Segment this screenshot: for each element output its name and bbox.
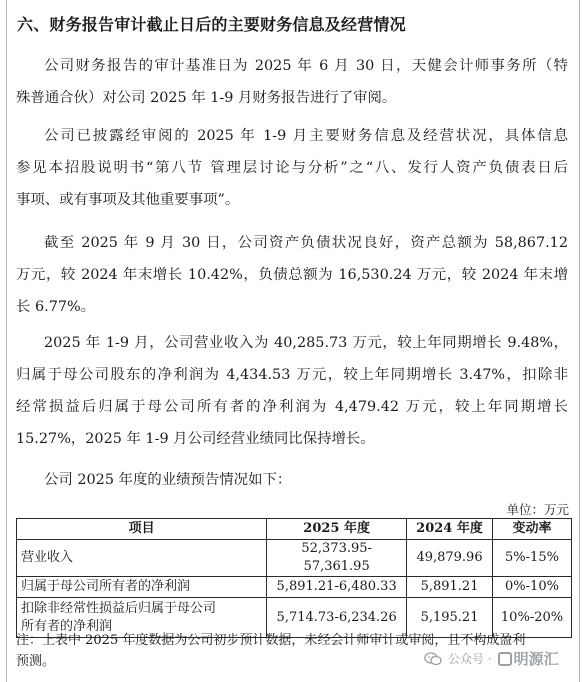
table-row (17, 577, 572, 598)
paragraph-line: 事项、或有事项及其他重要事项”。 (16, 192, 240, 208)
watermark-source: 公众号 · (448, 652, 492, 666)
table-unit-label: 单位：万元 (506, 502, 569, 517)
section-heading: 六、财务报告审计截止日后的主要财务信息及经营情况 (17, 15, 406, 34)
paragraph-line: 参见本招股说明书“第八节 管理层讨论与分析”之“八、发行人资产负债表日后 (16, 160, 568, 176)
paragraph-line: 截至 2025 年 9 月 30 日，公司资产负债状况良好，资产总额为 58,867.12 (44, 235, 568, 251)
paragraph-line: 15.27%，2025 年 1-9 月公司经营业绩同比保持增长。 (16, 431, 375, 447)
value-change: 10%-20% (493, 598, 572, 638)
watermark (424, 648, 559, 669)
paragraph-line: 公司 2025 年度的业绩预告情况如下： (44, 472, 292, 488)
column-header-change: 变动率 (493, 519, 572, 540)
paragraph-audit-date (16, 50, 568, 114)
row-label-line: 所有者的净利润 (21, 618, 113, 634)
value-change: 0%-10% (493, 577, 572, 598)
forecast-table (16, 518, 572, 638)
column-header-item: 项目 (17, 519, 267, 540)
value-change: 5%-15% (493, 540, 572, 577)
table-header-row (17, 519, 572, 540)
table-row (17, 540, 572, 577)
footnote-line: 预测。 (16, 654, 56, 669)
row-label-line: 扣除非经常性损益后归属于母公司 (21, 600, 217, 616)
paragraph-line: 殊普通合伙）对公司 2025 年 1-9 月财务报告进行了审阅。 (16, 90, 397, 106)
watermark-brand (498, 648, 559, 669)
value-2024: 49,879.96 (407, 540, 493, 577)
paragraph-line: 公司已披露经审阅的 2025 年 1-9 月主要财务信息及经营状况，具体信息 (44, 128, 568, 144)
brand-logo-icon (498, 652, 512, 666)
column-header-2025: 2025 年度 (267, 519, 407, 540)
value-2025: 5,891.21-6,480.33 (267, 577, 407, 598)
row-label: 归属于母公司所有者的净利润 (17, 577, 267, 598)
paragraph-disclosure (16, 120, 568, 216)
value-2025: 5,714.73-6,234.26 (267, 598, 407, 638)
paragraph-line: 经常损益后归属于母公司所有者的净利润为 4,479.42 万元，较上年同期增长 (16, 399, 568, 415)
paragraph-line: 长 6.77%。 (16, 299, 96, 315)
paragraph-line: 归属于母公司股东的净利润为 4,434.53 万元，较上年同期增长 3.47%，扣除非 (16, 367, 568, 383)
value-2024: 5,891.21 (407, 577, 493, 598)
paragraph-line: 公司财务报告的审计基准日为 2025 年 6 月 30 日，天健会计师事务所（特 (44, 58, 568, 74)
paragraph-operating-results (16, 327, 568, 455)
paragraph-line: 万元，较 2024 年末增长 10.42%，负债总额为 16,530.24 万元，较 2024 年末增 (16, 267, 568, 283)
paragraph-line: 2025 年 1-9 月，公司营业收入为 40,285.73 万元，较上年同期增长 9.48%， (44, 335, 568, 351)
paragraph-forecast-intro (16, 464, 568, 496)
value-2025: 52,373.95-57,361.95 (267, 540, 407, 577)
footnote-line: 注：上表中 2025 年度数据为公司初步预计数据，未经会计师审计或审阅，且不构成盈利 (16, 633, 526, 648)
page-border-right (579, 0, 580, 682)
page-border-left (6, 0, 7, 682)
watermark-brand-text: 明源汇 (513, 650, 559, 668)
column-header-2024: 2024 年度 (407, 519, 493, 540)
wechat-icon (424, 652, 442, 666)
row-label: 营业收入 (17, 540, 267, 577)
value-2024: 5,195.21 (407, 598, 493, 638)
paragraph-balance-sheet (16, 227, 568, 323)
